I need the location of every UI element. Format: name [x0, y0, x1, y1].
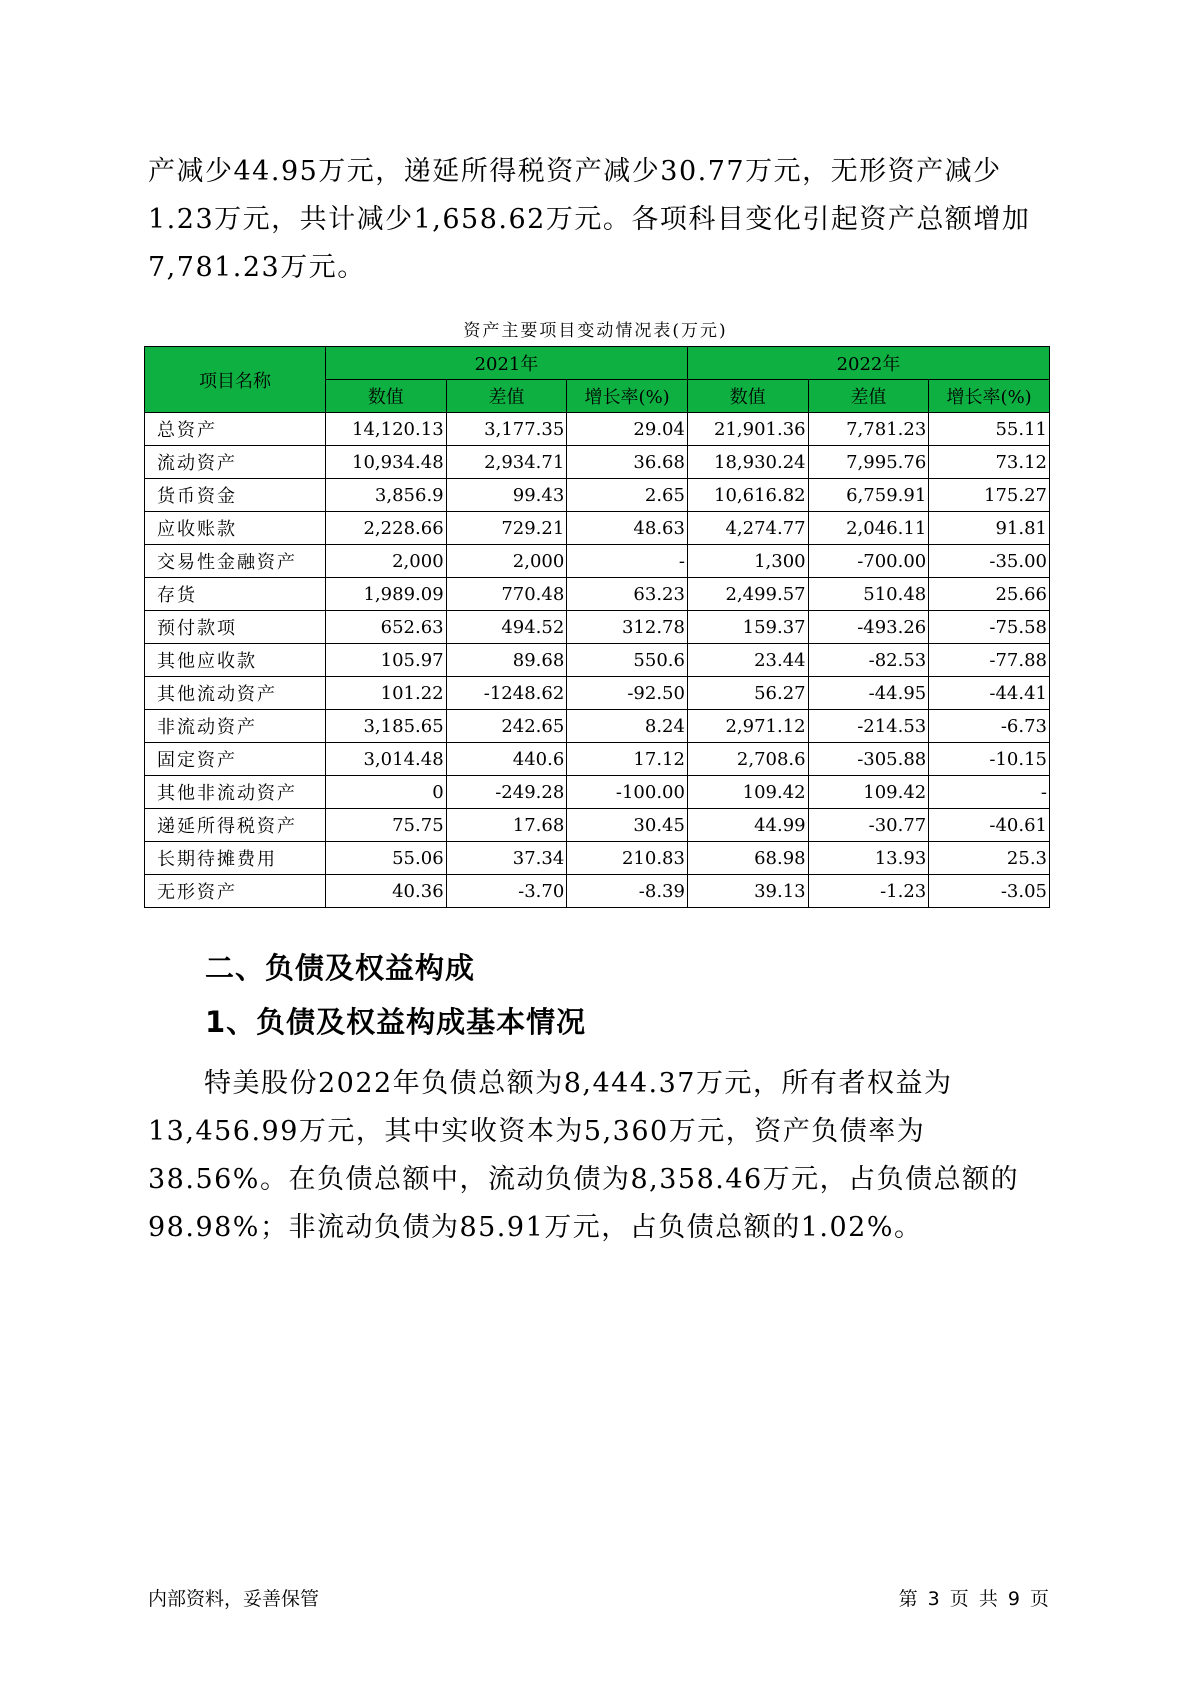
row-label: 应收账款	[145, 512, 326, 545]
table-cell: 2,971.12	[687, 710, 808, 743]
table-cell: 13.93	[808, 842, 929, 875]
table-cell: 30.45	[567, 809, 688, 842]
body-paragraph-bottom: 特美股份2022年负债总额为8,444.37万元，所有者权益为13,456.99万元，其中实收资本为5,360万元，资产负债率为38.56%。在负债总额中，流动负债为8,358.46万元，占负债总额的98.98%；非流动负债为85.91万元，占负债总额的1.02%。	[148, 1068, 1020, 1243]
header-growth-2022: 增长率(%)	[929, 380, 1050, 413]
table-cell: 440.6	[446, 743, 567, 776]
table-row	[145, 578, 1050, 611]
table-cell: -40.61	[929, 809, 1050, 842]
table-row	[145, 776, 1050, 809]
table-cell: 25.3	[929, 842, 1050, 875]
row-label: 其他非流动资产	[145, 776, 326, 809]
table-cell: 770.48	[446, 578, 567, 611]
table-cell: -82.53	[808, 644, 929, 677]
table-cell: -249.28	[446, 776, 567, 809]
table-cell: 37.34	[446, 842, 567, 875]
row-label: 递延所得税资产	[145, 809, 326, 842]
table-cell: -44.41	[929, 677, 1050, 710]
table-cell: 73.12	[929, 446, 1050, 479]
table-cell: -77.88	[929, 644, 1050, 677]
table-cell: 0	[325, 776, 446, 809]
table-cell: 2,934.71	[446, 446, 567, 479]
table-row	[145, 413, 1050, 446]
table-cell: 729.21	[446, 512, 567, 545]
table-row	[145, 545, 1050, 578]
header-year-2021: 2021年	[325, 347, 687, 380]
table-cell: 4,274.77	[687, 512, 808, 545]
table-cell: -44.95	[808, 677, 929, 710]
header-growth-2021: 增长率(%)	[567, 380, 688, 413]
table-cell: 21,901.36	[687, 413, 808, 446]
table-cell: 652.63	[325, 611, 446, 644]
table-cell: 48.63	[567, 512, 688, 545]
table-cell: 91.81	[929, 512, 1050, 545]
section-heading: 二、负债及权益构成	[205, 951, 476, 985]
table-cell: 510.48	[808, 578, 929, 611]
table-cell: -8.39	[567, 875, 688, 908]
table-row	[145, 611, 1050, 644]
row-label: 长期待摊费用	[145, 842, 326, 875]
table-cell: 10,616.82	[687, 479, 808, 512]
table-cell: -3.05	[929, 875, 1050, 908]
table-cell: -493.26	[808, 611, 929, 644]
table-cell: 40.36	[325, 875, 446, 908]
table-cell: 175.27	[929, 479, 1050, 512]
table-cell: 6,759.91	[808, 479, 929, 512]
table-cell: 109.42	[687, 776, 808, 809]
table-cell: 550.6	[567, 644, 688, 677]
row-label: 非流动资产	[145, 710, 326, 743]
table-cell: 3,185.65	[325, 710, 446, 743]
table-cell: -305.88	[808, 743, 929, 776]
row-label: 固定资产	[145, 743, 326, 776]
table-cell: 3,177.35	[446, 413, 567, 446]
table-cell: -6.73	[929, 710, 1050, 743]
table-cell: 18,930.24	[687, 446, 808, 479]
table-cell: -1.23	[808, 875, 929, 908]
table-cell: -35.00	[929, 545, 1050, 578]
header-value-2021: 数值	[325, 380, 446, 413]
table-cell: 2,000	[446, 545, 567, 578]
table-cell: 3,856.9	[325, 479, 446, 512]
row-label: 流动资产	[145, 446, 326, 479]
table-cell: -700.00	[808, 545, 929, 578]
table-row	[145, 479, 1050, 512]
table-cell: 312.78	[567, 611, 688, 644]
table-cell: 89.68	[446, 644, 567, 677]
table-row	[145, 809, 1050, 842]
table-cell: 1,989.09	[325, 578, 446, 611]
sub-heading: 1、负债及权益构成基本情况	[205, 1005, 587, 1039]
table-row	[145, 677, 1050, 710]
table-cell: 2,708.6	[687, 743, 808, 776]
table-cell: -92.50	[567, 677, 688, 710]
table-cell: -100.00	[567, 776, 688, 809]
table-cell: 109.42	[808, 776, 929, 809]
table-cell: 99.43	[446, 479, 567, 512]
table-cell: 55.06	[325, 842, 446, 875]
table-cell: 10,934.48	[325, 446, 446, 479]
table-cell: 29.04	[567, 413, 688, 446]
header-value-2022: 数值	[687, 380, 808, 413]
table-cell: 55.11	[929, 413, 1050, 446]
table-cell: -3.70	[446, 875, 567, 908]
header-diff-2021: 差值	[446, 380, 567, 413]
row-label: 其他流动资产	[145, 677, 326, 710]
table-cell: -10.15	[929, 743, 1050, 776]
table-cell: 68.98	[687, 842, 808, 875]
table-cell: -214.53	[808, 710, 929, 743]
table-row	[145, 743, 1050, 776]
table-caption: 资产主要项目变动情况表(万元)	[463, 321, 728, 341]
row-label: 其他应收款	[145, 644, 326, 677]
table-cell: 36.68	[567, 446, 688, 479]
table-cell: 2,228.66	[325, 512, 446, 545]
table-cell: -	[567, 545, 688, 578]
row-label: 无形资产	[145, 875, 326, 908]
table-cell: 159.37	[687, 611, 808, 644]
header-item-name: 项目名称	[145, 347, 326, 413]
table-cell: 210.83	[567, 842, 688, 875]
table-cell: 25.66	[929, 578, 1050, 611]
table-cell: 2,046.11	[808, 512, 929, 545]
table-cell: -30.77	[808, 809, 929, 842]
footer-confidential-note: 内部资料，妥善保管	[148, 1588, 320, 1610]
table-cell: -	[929, 776, 1050, 809]
row-label: 预付款项	[145, 611, 326, 644]
table-cell: 2,499.57	[687, 578, 808, 611]
table-cell: 14,120.13	[325, 413, 446, 446]
table-cell: 1,300	[687, 545, 808, 578]
row-label: 货币资金	[145, 479, 326, 512]
table-row	[145, 842, 1050, 875]
asset-changes-table	[144, 346, 1050, 908]
table-row	[145, 446, 1050, 479]
table-cell: 17.12	[567, 743, 688, 776]
table-row	[145, 875, 1050, 908]
table-cell: 23.44	[687, 644, 808, 677]
table-cell: 7,781.23	[808, 413, 929, 446]
table-cell: 63.23	[567, 578, 688, 611]
table-row	[145, 710, 1050, 743]
footer-page-number: 第 3 页 共 9 页	[898, 1588, 1051, 1610]
table-cell: 7,995.76	[808, 446, 929, 479]
header-year-2022: 2022年	[687, 347, 1049, 380]
row-label: 存货	[145, 578, 326, 611]
table-row	[145, 644, 1050, 677]
body-paragraph-top: 产减少44.95万元，递延所得税资产减少30.77万元，无形资产减少1.23万元，共计减少1,658.62万元。各项科目变化引起资产总额增加7,781.23万元。	[148, 156, 1031, 283]
table-cell: 101.22	[325, 677, 446, 710]
table-cell: 8.24	[567, 710, 688, 743]
table-cell: 242.65	[446, 710, 567, 743]
table-cell: 3,014.48	[325, 743, 446, 776]
table-cell: 75.75	[325, 809, 446, 842]
table-cell: 2.65	[567, 479, 688, 512]
table-cell: 105.97	[325, 644, 446, 677]
table-cell: -1248.62	[446, 677, 567, 710]
row-label: 总资产	[145, 413, 326, 446]
table-cell: -75.58	[929, 611, 1050, 644]
table-cell: 17.68	[446, 809, 567, 842]
table-cell: 56.27	[687, 677, 808, 710]
table-cell: 44.99	[687, 809, 808, 842]
table-cell: 39.13	[687, 875, 808, 908]
table-cell: 494.52	[446, 611, 567, 644]
table-row	[145, 512, 1050, 545]
header-diff-2022: 差值	[808, 380, 929, 413]
row-label: 交易性金融资产	[145, 545, 326, 578]
table-cell: 2,000	[325, 545, 446, 578]
